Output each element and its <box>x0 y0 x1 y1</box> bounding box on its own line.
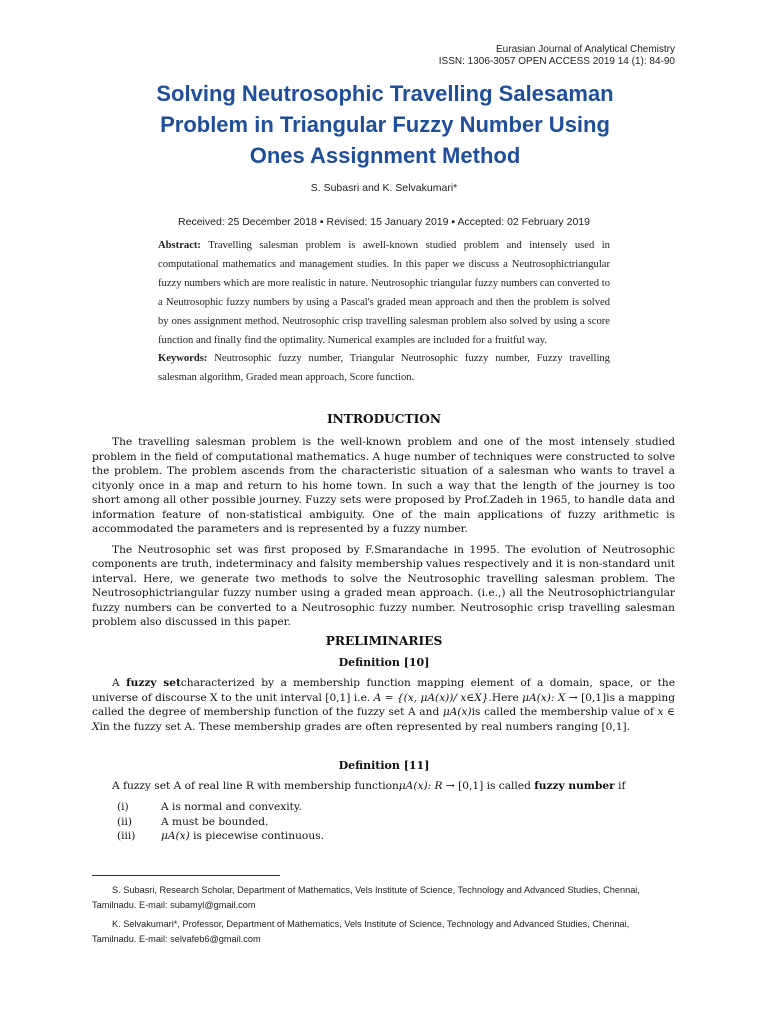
def11-text-c: if <box>614 780 626 792</box>
def10-math-member: x ∈ X <box>92 706 675 733</box>
definition-10-heading: Definition [10] <box>338 656 430 669</box>
def10-term: fuzzy set <box>126 677 181 689</box>
journal-header <box>439 44 675 68</box>
def10-math-set: A = {(x, μA(x))/ x∈X} <box>373 691 489 704</box>
list-item-math: μA(x) <box>161 830 190 842</box>
paper-title <box>90 78 680 171</box>
def10-text-a: A <box>112 677 127 689</box>
def10-text-d: [0,1]is a mapping called the degree of membership function of the fuzzy set A and <box>92 691 676 718</box>
list-item-text: A is normal and convexity. <box>161 801 302 813</box>
title-line-3: Ones Assignment Method <box>249 143 521 168</box>
received-dates: Received: 25 December 2018 ▪ Revised: 15 January 2019 ▪ Accepted: 02 February 2019 <box>178 216 590 228</box>
footnote-2: K. Selvakumari*, Professor, Department of Mathematics, Vels Institute of Science, Technology and Advanced Studies, Chennai, Tamilnadu. E-mail: selvafeb6@gmail.com <box>92 919 630 944</box>
title-line-2: Problem in Triangular Fuzzy Number Using <box>160 112 610 137</box>
introduction-body <box>92 435 675 630</box>
def11-math-mapping: μA(x): R → <box>398 780 459 792</box>
list-item-text <box>161 829 324 844</box>
def10-math-mapping: μA(x): X → <box>522 691 582 704</box>
keywords-text: Neutrosophic fuzzy number, Triangular Neutrosophic fuzzy number, Fuzzy travelling salesman algorithm, Graded mean approach, Score function. <box>158 353 610 384</box>
definition-11-heading: Definition [11] <box>338 759 430 772</box>
def11-term: fuzzy number <box>534 780 615 792</box>
def10-text-b: characterized by a membership function mapping element of a domain, space, or the universe of discourse X to the unit interval [0,1] i.e. <box>92 677 675 704</box>
title-line-1: Solving Neutrosophic Travelling Salesaman <box>156 81 614 106</box>
journal-name: Eurasian Journal of Analytical Chemistry <box>496 44 675 55</box>
abstract-paragraph <box>158 237 610 350</box>
preliminaries-heading: PRELIMINARIES <box>325 634 443 648</box>
list-item-number: (iii) <box>117 830 136 842</box>
abstract-label: Abstract: <box>158 240 201 251</box>
def10-text-f: in the fuzzy set A. These membership grades are often represented by real numbers ranging [0,1]. <box>99 720 630 733</box>
authors: S. Subasri and K. Selvakumari* <box>310 182 458 194</box>
intro-paragraph-2: The Neutrosophic set was first proposed by F.Smarandache in 1995. The evolution of Neutrosophic components are truth, indeterminacy and falsity membership values respectively and it is non-standard unit interval. Here, we generate two methods to solve the Neutrosophic travelling salesman problem. The Neutrosophictriangular fuzzy number using a graded mean approach. (i.e.,) all the Neutrosophictriangular fuzzy numbers can be converted to a Neutrosophic fuzzy number. Neutrosophic crisp travelling salesman problem also discussed in this paper. <box>92 543 675 628</box>
intro-paragraph-1: The travelling salesman problem is the well-known problem and one of the most intensely studied problem in the field of computational mathematics. A huge number of techniques were constructed to solve the problem. The problem ascends from the characteristic situation of a salesman who wants to travel a cityonly once in a map and return to his home town. In such a way that the length of the journey is too short among all other possible journey. Fuzzy sets were proposed by Prof.Zadeh in 1965, to handle data and information feature of non-statistical ambiguity. One of the main applications of fuzzy arithmetic is accommodated the parameters and is represented by a fuzzy number. <box>92 436 675 535</box>
footnote-1: S. Subasri, Research Scholar, Department of Mathematics, Vels Institute of Science, Technology and Advanced Studies, Chennai, Tamilnadu. E-mail: subamyl@gmail.com <box>92 885 640 910</box>
abstract-text: Travelling salesman problem is awell-known studied problem and intensely used in computational mathematics and management studies. In this paper we discuss a Neutrosophictriangular fuzzy numbers which are more realistic in nature. Neutrosophic triangular fuzzy numbers can converted to a Neutrosophic fuzzy numbers by using a Pascal's graded mean approach and then the problem is solved by ones assignment method. Neutrosophic crisp travelling salesman problem also solved by using a score function and finally find the optimality. Numerical examples are included for a fruitful way. <box>158 240 610 346</box>
list-item-text-rest: is piecewise continuous. <box>189 830 324 842</box>
def10-text-c: .Here <box>488 691 523 704</box>
def11-text-a: A fuzzy set A of real line R with membership function <box>112 780 399 792</box>
introduction-heading: INTRODUCTION <box>326 412 442 426</box>
list-item-number: (ii) <box>117 815 133 828</box>
keywords-label: Keywords: <box>158 353 208 365</box>
definition-11-text <box>92 779 675 794</box>
journal-issn: ISSN: 1306-3057 OPEN ACCESS 2019 14 (1): 84-90 <box>438 56 675 67</box>
list-item <box>117 815 517 830</box>
def10-math-mu: μA(x) <box>442 706 472 718</box>
footnotes <box>92 883 675 951</box>
def11-text-b: [0,1] is called <box>458 780 535 792</box>
abstract-block <box>158 237 610 388</box>
definition-10-body <box>92 676 675 734</box>
conditions-list <box>117 800 517 844</box>
list-item-text: A must be bounded. <box>161 815 269 828</box>
list-item-number: (i) <box>117 801 129 813</box>
keywords-paragraph <box>158 350 610 388</box>
def10-text-e: is called the membership value of <box>471 706 658 718</box>
definition-10-text <box>92 676 675 734</box>
footnote-divider <box>92 875 280 876</box>
list-item <box>117 829 517 844</box>
definition-11-body <box>92 779 675 794</box>
list-item <box>117 800 517 815</box>
